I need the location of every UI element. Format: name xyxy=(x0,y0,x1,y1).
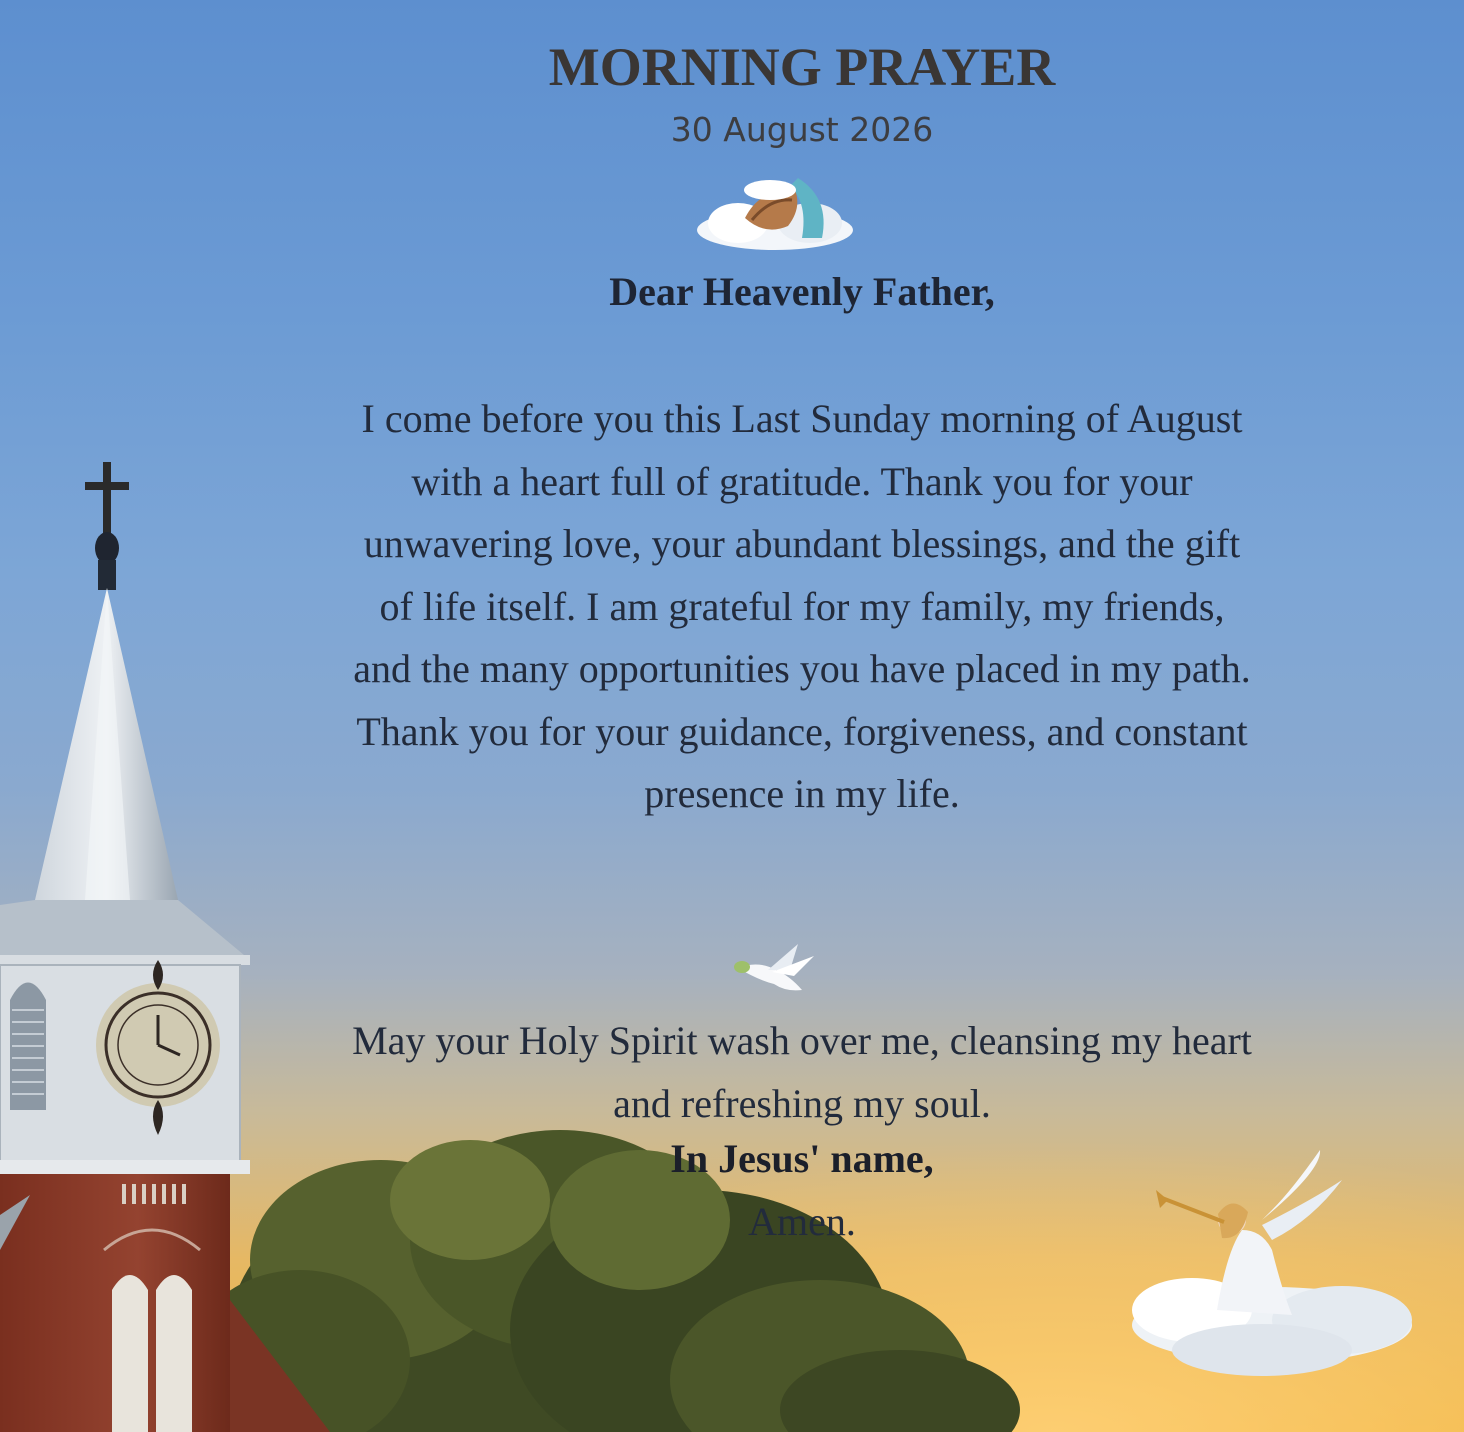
prayer-paragraph-2: May your Holy Spirit wash over me, cleansing my heart and refreshing my soul. xyxy=(352,1018,1252,1126)
prayer-paragraph-1: I come before you this Last Sunday morning of August with a heart full of gratitude. Thank you for your unwavering love, your abundant blessings, and the gift of life itself. I am grateful for my family, my friends, and the many opportunities you have placed in my path. Thank you for your guidance, forgiveness, and constant presence in my life. xyxy=(353,396,1251,816)
dove-icon xyxy=(728,940,820,1000)
salutation: Dear Heavenly Father, xyxy=(609,269,995,314)
angel-trumpet-cloud-icon xyxy=(1112,1150,1422,1380)
page-title: MORNING PRAYER xyxy=(548,37,1056,97)
amen-line: Amen. xyxy=(748,1199,856,1244)
closing-line: In Jesus' name, xyxy=(670,1136,934,1181)
praying-hands-cloud-icon xyxy=(690,168,860,258)
prayer-date: 30 August 2026 xyxy=(670,110,934,149)
